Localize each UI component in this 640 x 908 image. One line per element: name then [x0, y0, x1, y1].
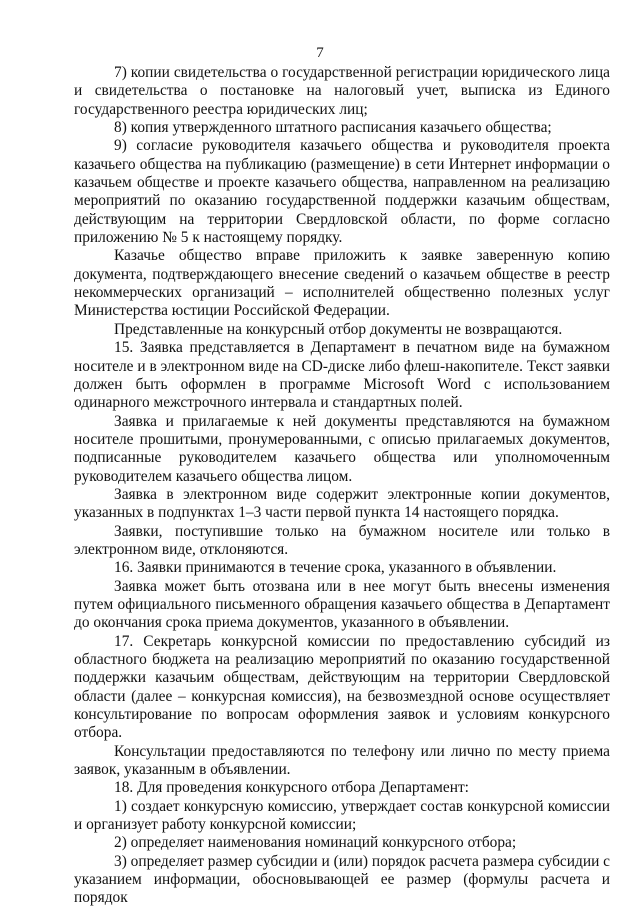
paragraph-clause-16: 16. Заявки принимаются в течение срока, указанного в объявлении. [114, 559, 557, 577]
paragraph-item-2-nominations: 2) определяет наименования номинаций конкурсного отбора; [114, 834, 517, 852]
paragraph-rejection-rule: Заявки, поступившие только на бумажном носителе или только в электронном виде, отклоняются. [74, 522, 610, 558]
paragraph-clause-18: 18. Для проведения конкурсного отбора Департамент: [114, 779, 469, 797]
paragraph-clause-17: 17. Секретарь конкурсной комиссии по предоставлению субсидий из областного бюджета на реализацию мероприятий по оказанию государственной поддержки казачьим обществам, действующим на территории Свердловской области (далее – конкурсная комиссия), на безвозмездной основе осуществляет консультирование по вопросам оформления заявок и условиям конкурсного отбора. [74, 632, 610, 742]
document-body [74, 64, 610, 908]
paragraph-registry-copy: Казачье общество вправе приложить к заявке заверенную копию документа, подтверждающего внесение сведений о казачьем обществе в реестр некоммерческих организаций – исполнителей общественно полезных услуг Министерства юстиции Российской Федерации. [74, 247, 610, 320]
page-number: 7 [316, 45, 324, 61]
paragraph-item-8-staff-schedule: 8) копия утвержденного штатного расписания казачьего общества; [114, 119, 552, 137]
paragraph-item-3-subsidy-amount: 3) определяет размер субсидии и (или) порядок расчета размера субсидии с указанием информации, обосновывающей ее размер (формулы расчета и порядок [74, 852, 610, 907]
paragraph-item-7-registration-docs: 7) копии свидетельства о государственной регистрации юридического лица и свидетельства о постановке на налоговый учет, выписка из Единого государственного реестра юридических лиц; [74, 64, 610, 118]
paragraph-consultations: Консультации предоставляются по телефону или лично по месту приема заявок, указанным в объявлении. [74, 742, 610, 779]
paragraph-clause-15: 15. Заявка представляется в Департамент в печатном виде на бумажном носителе и в электронном виде на CD-диске либо флеш-накопителе. Текст заявки должен быть оформлен в программе Microsoft Word с использованием одинарного межстрочного интервала и стандартных полей. [74, 339, 610, 412]
paragraph-item-9-publication-consent: 9) согласие руководителя казачьего общества и руководителя проекта казачьего общества на публикацию (размещение) в сети Интернет информации о казачьем обществе и проекте казачьего общества, направленном на реализацию мероприятий по оказанию государственной поддержки казачьим обществам, действующим на территории Свердловской области, по форме согласно приложению № 5 к настоящему порядку. [74, 137, 610, 247]
paragraph-withdrawal-changes: Заявка может быть отозвана или в нее могут быть внесены изменения путем официального письменного обращения казачьего общества в Департамент до окончания срока приема документов, указанного в объявлении. [74, 577, 610, 632]
paragraph-item-1-commission: 1) создает конкурсную комиссию, утверждает состав конкурсной комиссии и организует работу конкурсной комиссии; [74, 797, 610, 834]
paragraph-paper-format: Заявка и прилагаемые к ней документы представляются на бумажном носителе прошитыми, пронумерованными, с описью прилагаемых документов, подписанные руководителем казачьего общества или уполномоченным руководителем казачьего общества лицом. [74, 412, 610, 485]
paragraph-documents-not-returned: Представленные на конкурсный отбор документы не возвращаются. [114, 320, 563, 338]
paragraph-electronic-format: Заявка в электронном виде содержит электронные копии документов, указанных в подпунктах 1–3 части первой пункта 14 настоящего порядка. [74, 485, 610, 522]
